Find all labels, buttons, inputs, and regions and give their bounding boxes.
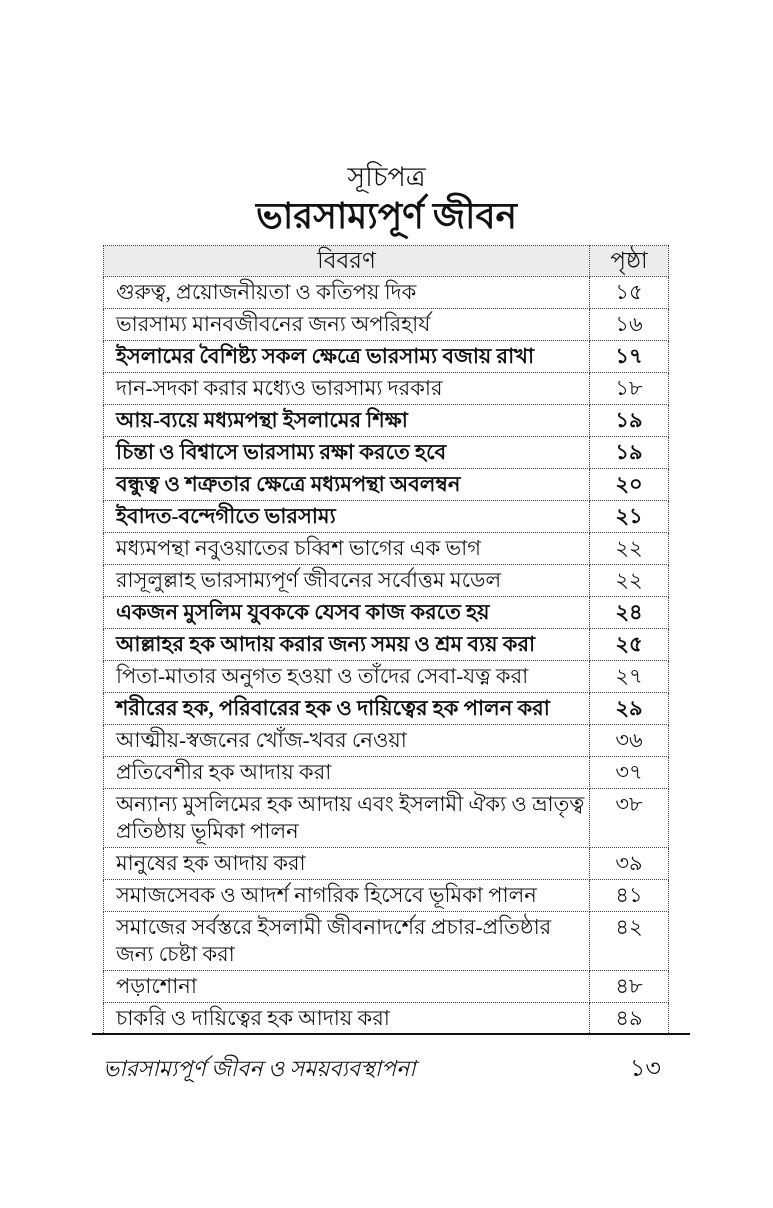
footer-book-title: ভারসাম্যপূর্ণ জীবন ও সময়ব্যবস্থাপনা <box>103 1056 416 1081</box>
toc-entry-title: পিতা-মাতার অনুগত হওয়া ও তাঁদের সেবা-যত্ন করা <box>104 661 590 693</box>
toc-entry-page: ৪১ <box>590 880 669 912</box>
toc-entry-title: সমাজের সর্বস্তরে ইসলামী জীবনাদর্শের প্রচার-প্রতিষ্ঠার জন্য চেষ্টা করা <box>104 912 590 971</box>
toc-row <box>104 912 669 971</box>
toc-header-row <box>104 246 669 277</box>
page-title: ভারসাম্যপূর্ণ জীবন <box>256 196 517 236</box>
footer-divider <box>92 1033 690 1035</box>
toc-row <box>104 469 669 501</box>
toc-entry-title: প্রতিবেশীর হক আদায় করা <box>104 757 590 789</box>
toc-row <box>104 501 669 533</box>
toc-body <box>104 277 669 1035</box>
toc-entry-title: গুরুত্ব, প্রয়োজনীয়তা ও কতিপয় দিক <box>104 277 590 309</box>
toc-entry-title: সমাজসেবক ও আদর্শ নাগরিক হিসেবে ভূমিকা পালন <box>104 880 590 912</box>
toc-row <box>104 437 669 469</box>
toc-entry-page: ১৫ <box>590 277 669 309</box>
toc-entry-title: আল্লাহর হক আদায় করার জন্য সময় ও শ্রম ব্যয় করা <box>104 629 590 661</box>
toc-entry-title: চিন্তা ও বিশ্বাসে ভারসাম্য রক্ষা করতে হবে <box>104 437 590 469</box>
toc-entry-page: ৪৮ <box>590 971 669 1003</box>
toc-row <box>104 661 669 693</box>
toc-row <box>104 309 669 341</box>
toc-entry-page: ২৫ <box>590 629 669 661</box>
toc-entry-page: ৩৬ <box>590 725 669 757</box>
toc-row <box>104 1003 669 1035</box>
description-column-header: বিবরণ <box>104 246 590 277</box>
toc-entry-title: একজন মুসলিম যুবককে যেসব কাজ করতে হয় <box>104 597 590 629</box>
toc-row <box>104 880 669 912</box>
toc-entry-page: ১৯ <box>590 437 669 469</box>
toc-entry-page: ১৯ <box>590 405 669 437</box>
toc-entry-page: ১৬ <box>590 309 669 341</box>
title-block <box>0 160 773 237</box>
page-footer <box>103 1050 661 1090</box>
toc-row <box>104 693 669 725</box>
toc-row <box>104 848 669 880</box>
toc-entry-page: ২৯ <box>590 693 669 725</box>
toc-entry-title: ভারসাম্য মানবজীবনের জন্য অপরিহার্য <box>104 309 590 341</box>
toc-entry-page: ২১ <box>590 501 669 533</box>
toc-row <box>104 405 669 437</box>
toc-entry-page: ৩৯ <box>590 848 669 880</box>
toc-row <box>104 533 669 565</box>
toc-entry-title: ইসলামের বৈশিষ্ট্য সকল ক্ষেত্রে ভারসাম্য বজায় রাখা <box>104 341 590 373</box>
toc-entry-page: ১৮ <box>590 373 669 405</box>
toc-entry-page: ৩৮ <box>590 789 669 848</box>
toc-entry-page: ২৭ <box>590 661 669 693</box>
toc-row <box>104 597 669 629</box>
toc-entry-page: ৩৭ <box>590 757 669 789</box>
toc-row <box>104 725 669 757</box>
toc-row <box>104 341 669 373</box>
toc-entry-page: ২০ <box>590 469 669 501</box>
toc-entry-title: রাসূলুল্লাহ ভারসাম্যপূর্ণ জীবনের সর্বোত্তম মডেল <box>104 565 590 597</box>
toc-entry-title: পড়াশোনা <box>104 971 590 1003</box>
toc-entry-title: বন্ধুত্ব ও শত্রুতার ক্ষেত্রে মধ্যমপন্থা অবলম্বন <box>104 469 590 501</box>
footer-page-number: ১৩ <box>629 1056 661 1082</box>
toc-row <box>104 373 669 405</box>
page-column-header: পৃষ্ঠা <box>590 246 669 277</box>
toc-entry-page: ২২ <box>590 533 669 565</box>
toc-entry-page: ২২ <box>590 565 669 597</box>
toc-entry-title: মানুষের হক আদায় করা <box>104 848 590 880</box>
toc-entry-page: ২৪ <box>590 597 669 629</box>
toc-table <box>103 245 669 1035</box>
toc-row <box>104 971 669 1003</box>
toc-entry-title: চাকরি ও দায়িত্বের হক আদায় করা <box>104 1003 590 1035</box>
toc-entry-title: অন্যান্য মুসলিমের হক আদায় এবং ইসলামী ঐক্য ও ভ্রাতৃত্ব প্রতিষ্ঠায় ভূমিকা পালন <box>104 789 590 848</box>
toc-entry-title: দান-সদকা করার মধ্যেও ভারসাম্য দরকার <box>104 373 590 405</box>
toc-row <box>104 757 669 789</box>
toc-heading: সূচিপত্র <box>347 162 426 192</box>
toc-entry-title: ইবাদত-বন্দেগীতে ভারসাম্য <box>104 501 590 533</box>
toc-entry-page: ৪২ <box>590 912 669 971</box>
toc-entry-title: মধ্যমপন্থা নবুওয়াতের চব্বিশ ভাগের এক ভাগ <box>104 533 590 565</box>
toc-entry-page: ১৭ <box>590 341 669 373</box>
toc-row <box>104 277 669 309</box>
toc-entry-title: শরীরের হক, পরিবারের হক ও দায়িত্বের হক পালন করা <box>104 693 590 725</box>
toc-row <box>104 565 669 597</box>
toc-row <box>104 629 669 661</box>
toc-entry-title: আত্মীয়-স্বজনের খোঁজ-খবর নেওয়া <box>104 725 590 757</box>
toc-entry-page: ৪৯ <box>590 1003 669 1035</box>
toc-row <box>104 789 669 848</box>
toc-entry-title: আয়-ব্যয়ে মধ্যমপন্থা ইসলামের শিক্ষা <box>104 405 590 437</box>
